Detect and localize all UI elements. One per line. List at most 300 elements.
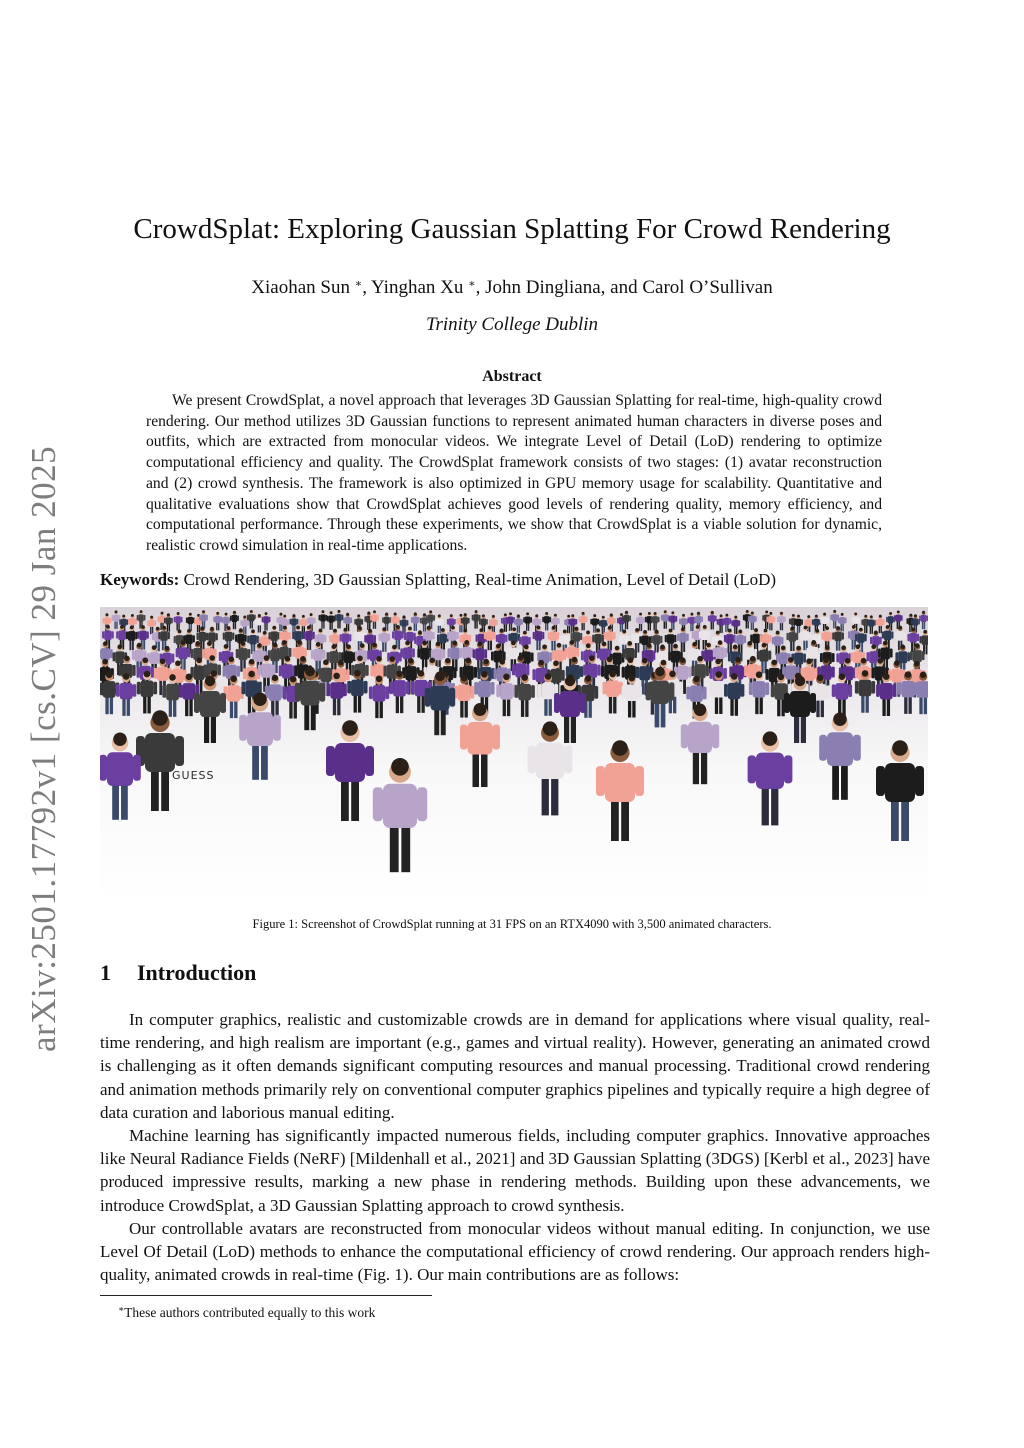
crowd-figure-part [670, 616, 676, 623]
author-name: John Dingliana [485, 277, 601, 298]
crowd-figure-part [500, 628, 504, 632]
crowd-figure-part [474, 682, 478, 695]
crowd-figure-part [382, 627, 386, 631]
crowd-figure-part [330, 611, 333, 614]
crowd-figure-part [104, 631, 111, 640]
crowd-figure-part [408, 627, 412, 631]
crowd-figure-part [261, 664, 272, 678]
crowd-figure-part [106, 613, 109, 616]
crowd-figure-part [142, 657, 148, 663]
crowd-figure-part [553, 660, 559, 666]
crowd-figure-part [401, 825, 410, 873]
crowd-figure-part [175, 736, 184, 766]
crowd-figure-part [304, 704, 309, 731]
crowd-figure-part [635, 766, 644, 796]
crowd-figure-part [218, 664, 221, 675]
crowd-figure-part [631, 634, 633, 641]
crowd-figure-part [622, 615, 624, 621]
crowd-figure-part [822, 617, 828, 624]
crowd-figure-part [263, 616, 269, 623]
crowd-figure-part [216, 633, 218, 640]
paragraph: Machine learning has significantly impacted numerous fields, including computer graphics. Innovative approaches like Neural Radiance Fields (NeRF) [Mildenhall et al., 2021] and 3D Gaussian Splatting (3DGS) [Kerbl et al., 2023] have produced impressive results, marking a new phase in rendering methods. Building upon these advancements, we introduce CrowdSplat, a 3D Gaussian Splatting approach to crowd synthesis. [100, 1126, 930, 1215]
crowd-figure-part [701, 751, 707, 785]
crowd-figure-part [266, 623, 267, 631]
crowd-figure-part [769, 651, 772, 660]
crowd-figure-part [880, 683, 893, 700]
crowd-figure-part [423, 613, 426, 616]
crowd-figure-part [788, 657, 794, 663]
crowd-figure-part [486, 619, 488, 625]
crowd-figure-part [480, 628, 484, 632]
crowd-figure-part [508, 617, 514, 624]
crowd-figure-part [481, 619, 487, 626]
crowd-figure-part [168, 632, 170, 639]
crowd-figure-part [916, 625, 917, 633]
crowd-figure-part [891, 631, 893, 638]
crowd-figure-part [559, 636, 561, 643]
crowd-figure-part [724, 668, 727, 679]
crowd-figure-part [195, 641, 200, 646]
crowd-figure-part [360, 643, 365, 648]
crowd-figure-part [283, 687, 287, 700]
crowd-figure-part [335, 743, 365, 782]
paper-title: CrowdSplat: Exploring Gaussian Splatting For Crowd Rendering [133, 213, 891, 245]
crowd-figure-part [468, 722, 493, 755]
crowd-figure-part [255, 619, 257, 625]
crowd-figure-part [883, 673, 890, 680]
crowd-figure-part [856, 623, 857, 631]
crowd-figure-part [532, 669, 535, 680]
crowd-figure-part [571, 625, 572, 633]
crowd-figure-part [708, 616, 710, 622]
crowd-figure-part [457, 619, 459, 625]
crowd-figure-part [127, 698, 130, 716]
crowd-figure-part [299, 620, 301, 626]
section-title: Introduction [137, 960, 257, 985]
crowd-figure-part [324, 635, 326, 642]
crowd-figure-part [832, 632, 834, 639]
crowd-figure-part [137, 631, 139, 638]
crowd-figure-part [636, 617, 638, 623]
crowd-figure-part [488, 640, 490, 650]
crowd-figure-part [290, 619, 292, 625]
crowd-figure-part [585, 675, 592, 682]
crowd-figure-part [627, 641, 632, 646]
crowd-figure-part [437, 619, 443, 626]
crowd-figure-part [859, 680, 872, 697]
crowd-figure-part [607, 657, 613, 663]
crowd-figure-part [665, 621, 666, 629]
crowd-figure-part [610, 640, 612, 650]
crowd-figure-part [291, 618, 297, 625]
crowd-figure-part [615, 646, 620, 651]
crowd-figure-part [147, 696, 150, 714]
crowd-figure-part [906, 618, 908, 624]
crowd-figure-part [141, 680, 154, 697]
crowd-figure-part [599, 620, 601, 626]
crowd-figure-part [227, 626, 231, 630]
crowd-figure-part [551, 618, 553, 624]
crowd-figure-part [506, 617, 508, 623]
crowd-figure-part [356, 632, 363, 641]
crowd-figure-part [349, 634, 351, 641]
crowd-figure-part [128, 619, 130, 625]
crowd-figure-part [642, 658, 648, 664]
equal-contribution-mark: ∗ [468, 278, 476, 290]
crowd-figure-part [594, 686, 598, 699]
crowd-figure-part [542, 683, 555, 700]
crowd-figure-part [482, 614, 485, 617]
crowd-figure-part [150, 652, 159, 664]
crowd-figure-part [501, 618, 503, 624]
crowd-figure-part [569, 626, 570, 634]
crowd-figure-part [845, 658, 851, 664]
crowd-figure-part [323, 650, 326, 659]
crowd-figure-part [238, 648, 247, 660]
crowd-figure-part [679, 619, 681, 625]
crowd-figure-part [649, 636, 651, 643]
crowd-figure-part [660, 636, 662, 643]
crowd-figure-part [503, 698, 506, 716]
crowd-figure-part [726, 634, 733, 643]
crowd-figure-part [654, 612, 657, 615]
crowd-figure-part [871, 644, 876, 649]
crowd-figure-part [358, 626, 362, 630]
crowd-figure-part [130, 626, 134, 630]
crowd-figure-part [888, 616, 894, 623]
crowd-figure-part [689, 617, 695, 624]
crowd-figure-part [606, 680, 619, 697]
crowd-figure-part [112, 783, 119, 819]
crowd-figure-part [100, 682, 103, 695]
crowd-figure-part [728, 643, 730, 653]
crowd-figure-part [744, 636, 746, 643]
crowd-figure-part [464, 640, 469, 645]
crowd-figure-part [101, 648, 110, 660]
crowd-figure-part [804, 667, 815, 681]
crowd-figure-part [114, 621, 115, 629]
crowd-figure-part [904, 696, 907, 714]
crowd-figure-part [765, 621, 766, 629]
crowd-figure-part [435, 671, 445, 681]
crowd-figure-part [731, 673, 738, 680]
crowd-figure-part [883, 619, 885, 625]
crowd-figure-part [300, 656, 306, 662]
crowd-figure-part [806, 648, 809, 657]
crowd-figure-part [748, 755, 756, 783]
crowd-figure-part [889, 612, 892, 615]
crowd-figure-part [771, 660, 777, 666]
crowd-figure-part [506, 648, 509, 657]
crowd-figure-part [423, 624, 424, 632]
crowd-figure-part [348, 624, 349, 632]
crowd-figure-part [709, 615, 715, 622]
crowd-figure-part [147, 620, 149, 626]
crowd-figure-part [874, 620, 876, 626]
crowd-figure-part [835, 621, 836, 629]
crowd-figure-part [172, 654, 175, 663]
crowd-figure-part [797, 615, 800, 618]
crowd-figure-part [761, 661, 763, 674]
crowd-figure-part [535, 614, 538, 617]
crowd-figure-part [435, 619, 437, 625]
crowd-figure-part [193, 635, 195, 642]
crowd-figure-part [811, 640, 816, 645]
crowd-figure-part [508, 634, 510, 641]
crowd-figure-part [385, 642, 387, 652]
crowd-figure-part [279, 632, 281, 639]
crowd-figure-part [282, 664, 293, 678]
crowd-figure-part [240, 620, 242, 626]
crowd-figure-part [676, 616, 678, 622]
crowd-figure-part [345, 617, 351, 624]
crowd-figure-part [354, 695, 357, 713]
crowd-figure-part [911, 619, 913, 625]
crowd-figure-part [679, 633, 686, 642]
crowd-figure-part [275, 700, 278, 718]
crowd-figure-part [178, 630, 182, 634]
crowd-figure-part [617, 618, 619, 624]
crowd-figure-part [845, 618, 847, 624]
crowd-figure-part [833, 610, 836, 613]
crowd-figure-part [340, 634, 342, 641]
crowd-figure-part [602, 635, 604, 642]
crowd-figure-part [152, 645, 157, 650]
crowd-figure-part [549, 617, 551, 623]
crowd-figure-part [922, 622, 923, 630]
crowd-figure-part [832, 763, 839, 799]
crowd-figure-part [576, 619, 578, 625]
crowd-figure-part [294, 665, 297, 676]
crowd-figure-part [733, 620, 739, 627]
crowd-figure-part [661, 702, 666, 727]
crowd-figure-part [412, 648, 415, 657]
crowd-figure-part [534, 618, 540, 625]
crowd-figure-part [252, 621, 253, 629]
crowd-figure-part [207, 641, 212, 646]
crowd-figure-part [230, 675, 237, 682]
crowd-figure-part [174, 617, 176, 623]
crowd-figure-part [314, 649, 323, 661]
crowd-figure-part [178, 623, 179, 631]
crowd-figure-part [525, 617, 531, 624]
crowd-figure-part [158, 632, 160, 639]
crowd-figure-part [556, 624, 557, 632]
crowd-figure-part [331, 622, 332, 630]
crowd-figure-part [382, 642, 384, 652]
crowd-figure-part [391, 758, 409, 776]
crowd-figure-part [121, 783, 128, 819]
crowd-figure-part [547, 623, 548, 631]
crowd-figure-part [921, 615, 927, 622]
crowd-figure-part [583, 623, 584, 631]
crowd-figure-part [839, 617, 845, 624]
crowd-figure-part [580, 666, 583, 677]
crowd-figure-part [573, 632, 580, 641]
crowd-figure-part [677, 666, 688, 680]
crowd-figure-part [625, 611, 628, 614]
crowd-figure-part [166, 617, 172, 624]
crowd-figure-part [730, 643, 732, 653]
crowd-figure-part [347, 681, 351, 694]
crowd-figure-part [344, 628, 348, 632]
crowd-figure-part [504, 613, 507, 616]
crowd-figure-part [258, 614, 261, 617]
crowd-figure-part [919, 696, 922, 714]
crowd-figure-part [825, 626, 829, 630]
crowd-figure-part [257, 643, 262, 648]
crowd-figure-part [132, 651, 135, 660]
crowd-figure-part [627, 622, 628, 630]
crowd-figure-part [688, 667, 691, 678]
crowd-figure-part [750, 634, 752, 641]
crowd-figure-part [476, 635, 478, 642]
crowd-figure-part [158, 641, 160, 651]
crowd-figure-part [800, 632, 802, 639]
crowd-figure-part [367, 650, 370, 659]
crowd-figure-part [910, 633, 917, 642]
crowd-figure-part [570, 618, 576, 625]
crowd-figure-part [243, 626, 244, 634]
crowd-figure-part [733, 645, 738, 650]
crowd-figure-part [206, 633, 208, 640]
crowd-figure-part [699, 631, 701, 638]
crowd-figure-part [790, 641, 792, 651]
crowd-figure-part [178, 647, 187, 659]
crowd-figure-part [526, 623, 527, 631]
crowd-figure-part [225, 632, 232, 641]
crowd-figure-part [255, 650, 264, 662]
crowd-figure-part [367, 612, 370, 615]
crowd-figure-part [368, 629, 372, 633]
crowd-figure-part [205, 676, 215, 686]
crowd-figure-part [294, 631, 301, 640]
keywords-list: Crowd Rendering, 3D Gaussian Splatting, Real-time Animation, Level of Detail (LoD) [183, 570, 777, 589]
crowd-figure-part [747, 641, 752, 646]
crowd-figure-part [315, 635, 317, 642]
crowd-figure-part [618, 636, 620, 643]
crowd-figure-part [898, 626, 902, 630]
crowd-figure-part [321, 621, 322, 629]
crowd-figure-part [528, 745, 536, 773]
crowd-figure-part [596, 628, 600, 632]
crowd-figure-part [883, 641, 888, 646]
crowd-figure-part [593, 625, 594, 633]
crowd-figure-part [372, 615, 378, 622]
crowd-figure-part [189, 613, 192, 616]
crowd-figure-part [292, 614, 295, 617]
crowd-figure-part [771, 623, 772, 631]
crowd-figure-part [239, 628, 243, 632]
crowd-figure-part [647, 643, 652, 648]
crowd-figure-part [880, 637, 882, 644]
crowd-figure-part [264, 655, 270, 661]
crowd-figure-part [817, 674, 824, 681]
crowd-figure-part [891, 668, 902, 682]
crowd-figure-part [870, 626, 871, 634]
crowd-figure-part [602, 682, 606, 695]
crowd-figure-part [258, 665, 261, 676]
crowd-figure-part [814, 619, 820, 626]
crowd-figure-part [491, 652, 494, 661]
crowd-figure-part [123, 673, 130, 680]
crowd-figure-part [160, 658, 166, 664]
crowd-figure-part [596, 766, 605, 796]
crowd-figure-part [144, 615, 146, 621]
crowd-figure-part [128, 631, 135, 640]
crowd-figure-part [852, 625, 856, 629]
crowd-figure-part [765, 610, 768, 613]
crowd-figure-part [898, 682, 902, 695]
crowd-figure-part [551, 669, 562, 683]
crowd-figure-part [224, 644, 229, 649]
crowd-figure-part [223, 632, 225, 639]
crowd-figure-part [533, 632, 535, 639]
crowd-figure-part [913, 618, 919, 625]
crowd-figure-part [277, 648, 280, 657]
crowd-figure-part [454, 619, 456, 625]
crowd-figure-part [509, 612, 512, 615]
crowd-figure-part [382, 617, 384, 623]
crowd-figure-part [538, 684, 542, 697]
crowd-figure-part [760, 696, 763, 714]
crowd-figure-part [774, 617, 776, 623]
crowd-figure-part [162, 626, 166, 630]
crowd-figure-part [390, 825, 399, 873]
crowd-figure-part [525, 699, 528, 717]
crowd-figure-part [403, 615, 406, 618]
crowd-figure-part [524, 645, 529, 650]
crowd-figure-part [771, 685, 775, 698]
crowd-figure-part [650, 623, 651, 631]
crowd-figure-part [493, 725, 501, 750]
crowd-figure-part [431, 649, 434, 658]
crowd-figure-part [232, 615, 238, 622]
crowd-figure-part [766, 617, 768, 623]
crowd-figure-part [357, 656, 363, 662]
crowd-figure-part [882, 631, 884, 638]
crowd-figure-part [861, 658, 867, 664]
crowd-figure-part [156, 627, 160, 631]
crowd-figure-part [297, 640, 302, 645]
crowd-figure-part [196, 633, 198, 640]
crowd-figure-part [389, 681, 393, 694]
crowd-figure-part [777, 699, 780, 717]
crowd-figure-part [891, 623, 892, 631]
crowd-figure-part [554, 640, 556, 650]
crowd-figure-part [794, 715, 799, 743]
crowd-figure-part [517, 625, 518, 633]
crowd-figure-part [235, 635, 237, 642]
keywords [100, 569, 930, 591]
crowd-figure-part [795, 676, 805, 686]
crowd-figure-part [594, 634, 601, 643]
crowd-figure-part [384, 617, 390, 624]
crowd-figure-part [866, 695, 869, 713]
crowd-figure-part [331, 634, 338, 643]
crowd-figure-part [919, 636, 921, 643]
author-name: Yinghan Xu [371, 277, 464, 298]
crowd-figure-part [641, 623, 642, 631]
crowd-figure-part [765, 669, 768, 680]
crowd-figure-part [622, 630, 626, 634]
crowd-figure-part [273, 642, 278, 647]
crowd-figure-part [517, 614, 520, 617]
crowd-figure-part [602, 616, 605, 619]
crowd-figure-part [465, 700, 468, 718]
crowd-figure-part [405, 666, 416, 680]
crowd-figure-part [597, 649, 600, 658]
